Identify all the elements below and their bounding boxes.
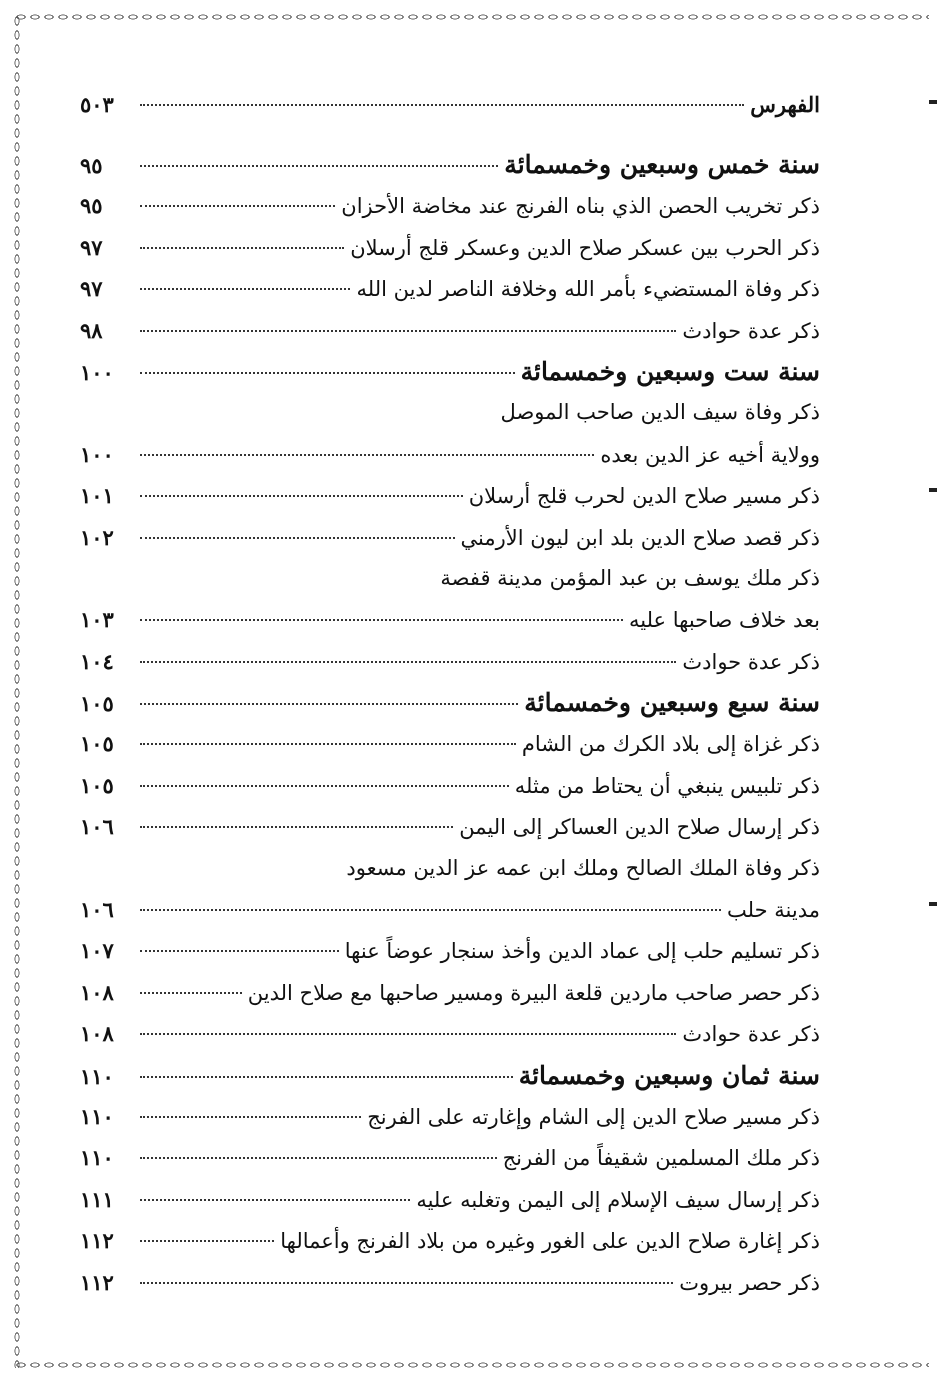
- entry-title: ذكر تخريب الحصن الذي بناه الفرنج عند مخاضة الأحزان: [341, 194, 820, 219]
- entry-page-number: ١٠٧: [80, 938, 114, 964]
- toc-entry: [80, 185, 820, 226]
- leader-dots: [140, 703, 518, 705]
- leader-dots: [140, 743, 516, 745]
- entry-title: سنة ست وسبعين وخمسمائة: [520, 356, 820, 386]
- toc-entry: [80, 1096, 820, 1137]
- entry-title: بعد خلاف صاحبها عليه: [628, 608, 820, 633]
- entry-page-number: ١٠٥: [80, 772, 114, 798]
- decorative-border-top: [14, 8, 929, 26]
- entry-page-number: ٩٥: [80, 193, 103, 219]
- leader-dots: [140, 661, 676, 663]
- entry-title: ذكر إرسال سيف الإسلام إلى اليمن وتغلبه عليه: [416, 1187, 820, 1212]
- toc-entry: [80, 889, 820, 930]
- entry-page-number: ٩٥: [80, 153, 103, 178]
- toc-entry: [80, 310, 820, 351]
- entry-title: ذكر قصد صلاح الدين بلد ابن ليون الأرمني: [460, 525, 820, 550]
- toc-entry: [80, 392, 820, 433]
- entry-title: ذكر عدة حوادث: [682, 1022, 820, 1047]
- entry-title: ذكر حصر صاحب ماردين قلعة البيرة ومسير صاحبها مع صلاح الدين: [247, 980, 820, 1005]
- entry-title: ذكر غزاة إلى بلاد الكرك من الشام: [521, 732, 820, 757]
- entry-page-number: ١٠٨: [80, 979, 114, 1005]
- leader-dots: [140, 330, 676, 332]
- entry-title: سنة ثمان وسبعين وخمسمائة: [518, 1060, 820, 1090]
- leader-dots: [140, 454, 594, 456]
- leader-dots: [140, 288, 350, 290]
- leader-dots: [140, 1282, 673, 1284]
- leader-dots: [140, 537, 455, 539]
- entry-page-number: ٩٧: [80, 276, 103, 302]
- entry-title: ذكر وفاة المستضيء بأمر الله وخلافة الناصر لدين الله: [356, 277, 820, 302]
- entry-page-number: ١١٢: [80, 1228, 114, 1254]
- entry-page-number: ١١٠: [80, 1063, 114, 1089]
- entry-page-number: ١٠٥: [80, 731, 114, 757]
- toc-entry: [80, 599, 820, 640]
- toc-entry: [80, 806, 820, 847]
- page-edge-mark: [929, 488, 937, 492]
- leader-dots: [140, 619, 623, 621]
- entry-page-number: ١٠٢: [80, 524, 114, 550]
- entry-title: ذكر وفاة سيف الدين صاحب الموصل: [500, 400, 820, 425]
- leader-dots: [140, 785, 509, 787]
- toc-entry: [80, 848, 820, 889]
- entry-page-number: ١٠٣: [80, 607, 114, 633]
- entry-page-number: ١٠٦: [80, 897, 114, 923]
- page-edge-mark: [929, 100, 937, 104]
- entry-title: وولاية أخيه عز الدين بعده: [600, 442, 820, 467]
- leader-dots: [140, 950, 339, 952]
- entry-title: ذكر مسير صلاح الدين لحرب قلج أرسلان: [468, 484, 820, 509]
- toc-year-heading: [80, 144, 820, 185]
- leader-dots: [140, 826, 453, 828]
- leader-dots: [140, 372, 515, 374]
- entry-page-number: ١١٠: [80, 1103, 114, 1129]
- page-edge-mark: [929, 902, 937, 906]
- entry-title: مدينة حلب: [727, 898, 820, 923]
- index-page: [80, 92, 820, 1303]
- leader-dots: [140, 1116, 361, 1118]
- leader-dots: [140, 205, 335, 207]
- toc-entry: [80, 765, 820, 806]
- running-header: [80, 92, 820, 132]
- toc-year-heading: [80, 682, 820, 723]
- leader-dots: [140, 1157, 497, 1159]
- entry-page-number: ١٠٨: [80, 1021, 114, 1047]
- header-title: الفهرس: [750, 92, 820, 117]
- toc-list: [80, 144, 820, 1303]
- entry-page-number: ١١٠: [80, 1145, 114, 1171]
- entry-title: ذكر تسليم حلب إلى عماد الدين وأخذ سنجار عوضاً عنها: [344, 939, 820, 964]
- entry-page-number: ١٠٠: [80, 359, 114, 385]
- leader-dots: [140, 909, 721, 911]
- entry-page-number: ١٠٦: [80, 814, 114, 840]
- leader-dots: [140, 247, 344, 249]
- toc-entry: [80, 268, 820, 309]
- entry-page-number: ١٠٤: [80, 648, 114, 674]
- toc-entry: [80, 930, 820, 971]
- entry-page-number: ١١١: [80, 1186, 114, 1212]
- toc-entry: [80, 1262, 820, 1303]
- toc-entry: [80, 517, 820, 558]
- toc-entry: [80, 434, 820, 475]
- leader-dots: [140, 1033, 676, 1035]
- leader-dots: [140, 992, 242, 994]
- leader-dots: [140, 1199, 410, 1201]
- entry-page-number: ٩٧: [80, 234, 103, 260]
- decorative-border-bottom: [14, 1356, 929, 1374]
- toc-entry: [80, 1179, 820, 1220]
- entry-page-number: ٩٨: [80, 317, 103, 343]
- toc-year-heading: [80, 351, 820, 392]
- entry-title: ذكر ملك المسلمين شقيفاً من الفرنج: [502, 1146, 820, 1171]
- entry-title: ذكر عدة حوادث: [682, 318, 820, 343]
- leader-dots: [140, 104, 744, 106]
- leader-dots: [140, 495, 463, 497]
- entry-title: سنة سبع وسبعين وخمسمائة: [524, 688, 820, 718]
- entry-title: ذكر عدة حوادث: [682, 649, 820, 674]
- toc-entry: [80, 227, 820, 268]
- entry-title: ذكر حصر بيروت: [679, 1270, 820, 1295]
- entry-page-number: ١٠١: [80, 483, 114, 509]
- entry-title: ذكر وفاة الملك الصالح وملك ابن عمه عز الدين مسعود: [346, 855, 820, 880]
- toc-entry: [80, 1137, 820, 1178]
- entry-title: ذكر إرسال صلاح الدين العساكر إلى اليمن: [459, 815, 820, 840]
- entry-title: ذكر ملك يوسف بن عبد المؤمن مدينة قفصة: [440, 565, 820, 590]
- header-page-number: ٥٠٣: [80, 92, 114, 117]
- toc-entry: [80, 475, 820, 516]
- entry-title: ذكر مسير صلاح الدين إلى الشام وإغارته على الفرنج: [367, 1104, 820, 1129]
- entry-page-number: ١٠٠: [80, 441, 114, 467]
- entry-page-number: ١١٢: [80, 1269, 114, 1295]
- decorative-border-left: [8, 14, 26, 1368]
- toc-entry: [80, 972, 820, 1013]
- entry-page-number: ١٠٥: [80, 691, 114, 717]
- leader-dots: [140, 1076, 513, 1078]
- entry-title: ذكر تلبيس ينبغي أن يحتاط من مثله: [514, 773, 820, 798]
- entry-title: ذكر الحرب بين عسكر صلاح الدين وعسكر قلج أرسلان: [350, 235, 820, 260]
- toc-entry: [80, 641, 820, 682]
- toc-year-heading: [80, 1055, 820, 1096]
- entry-title: سنة خمس وسبعين وخمسمائة: [504, 150, 820, 179]
- toc-entry: [80, 1220, 820, 1261]
- toc-entry: [80, 1013, 820, 1054]
- toc-entry: [80, 558, 820, 599]
- entry-title: ذكر إغارة صلاح الدين على الغور وغيره من بلاد الفرنج وأعمالها: [280, 1229, 820, 1254]
- toc-entry: [80, 723, 820, 764]
- leader-dots: [140, 165, 498, 167]
- leader-dots: [140, 1240, 274, 1242]
